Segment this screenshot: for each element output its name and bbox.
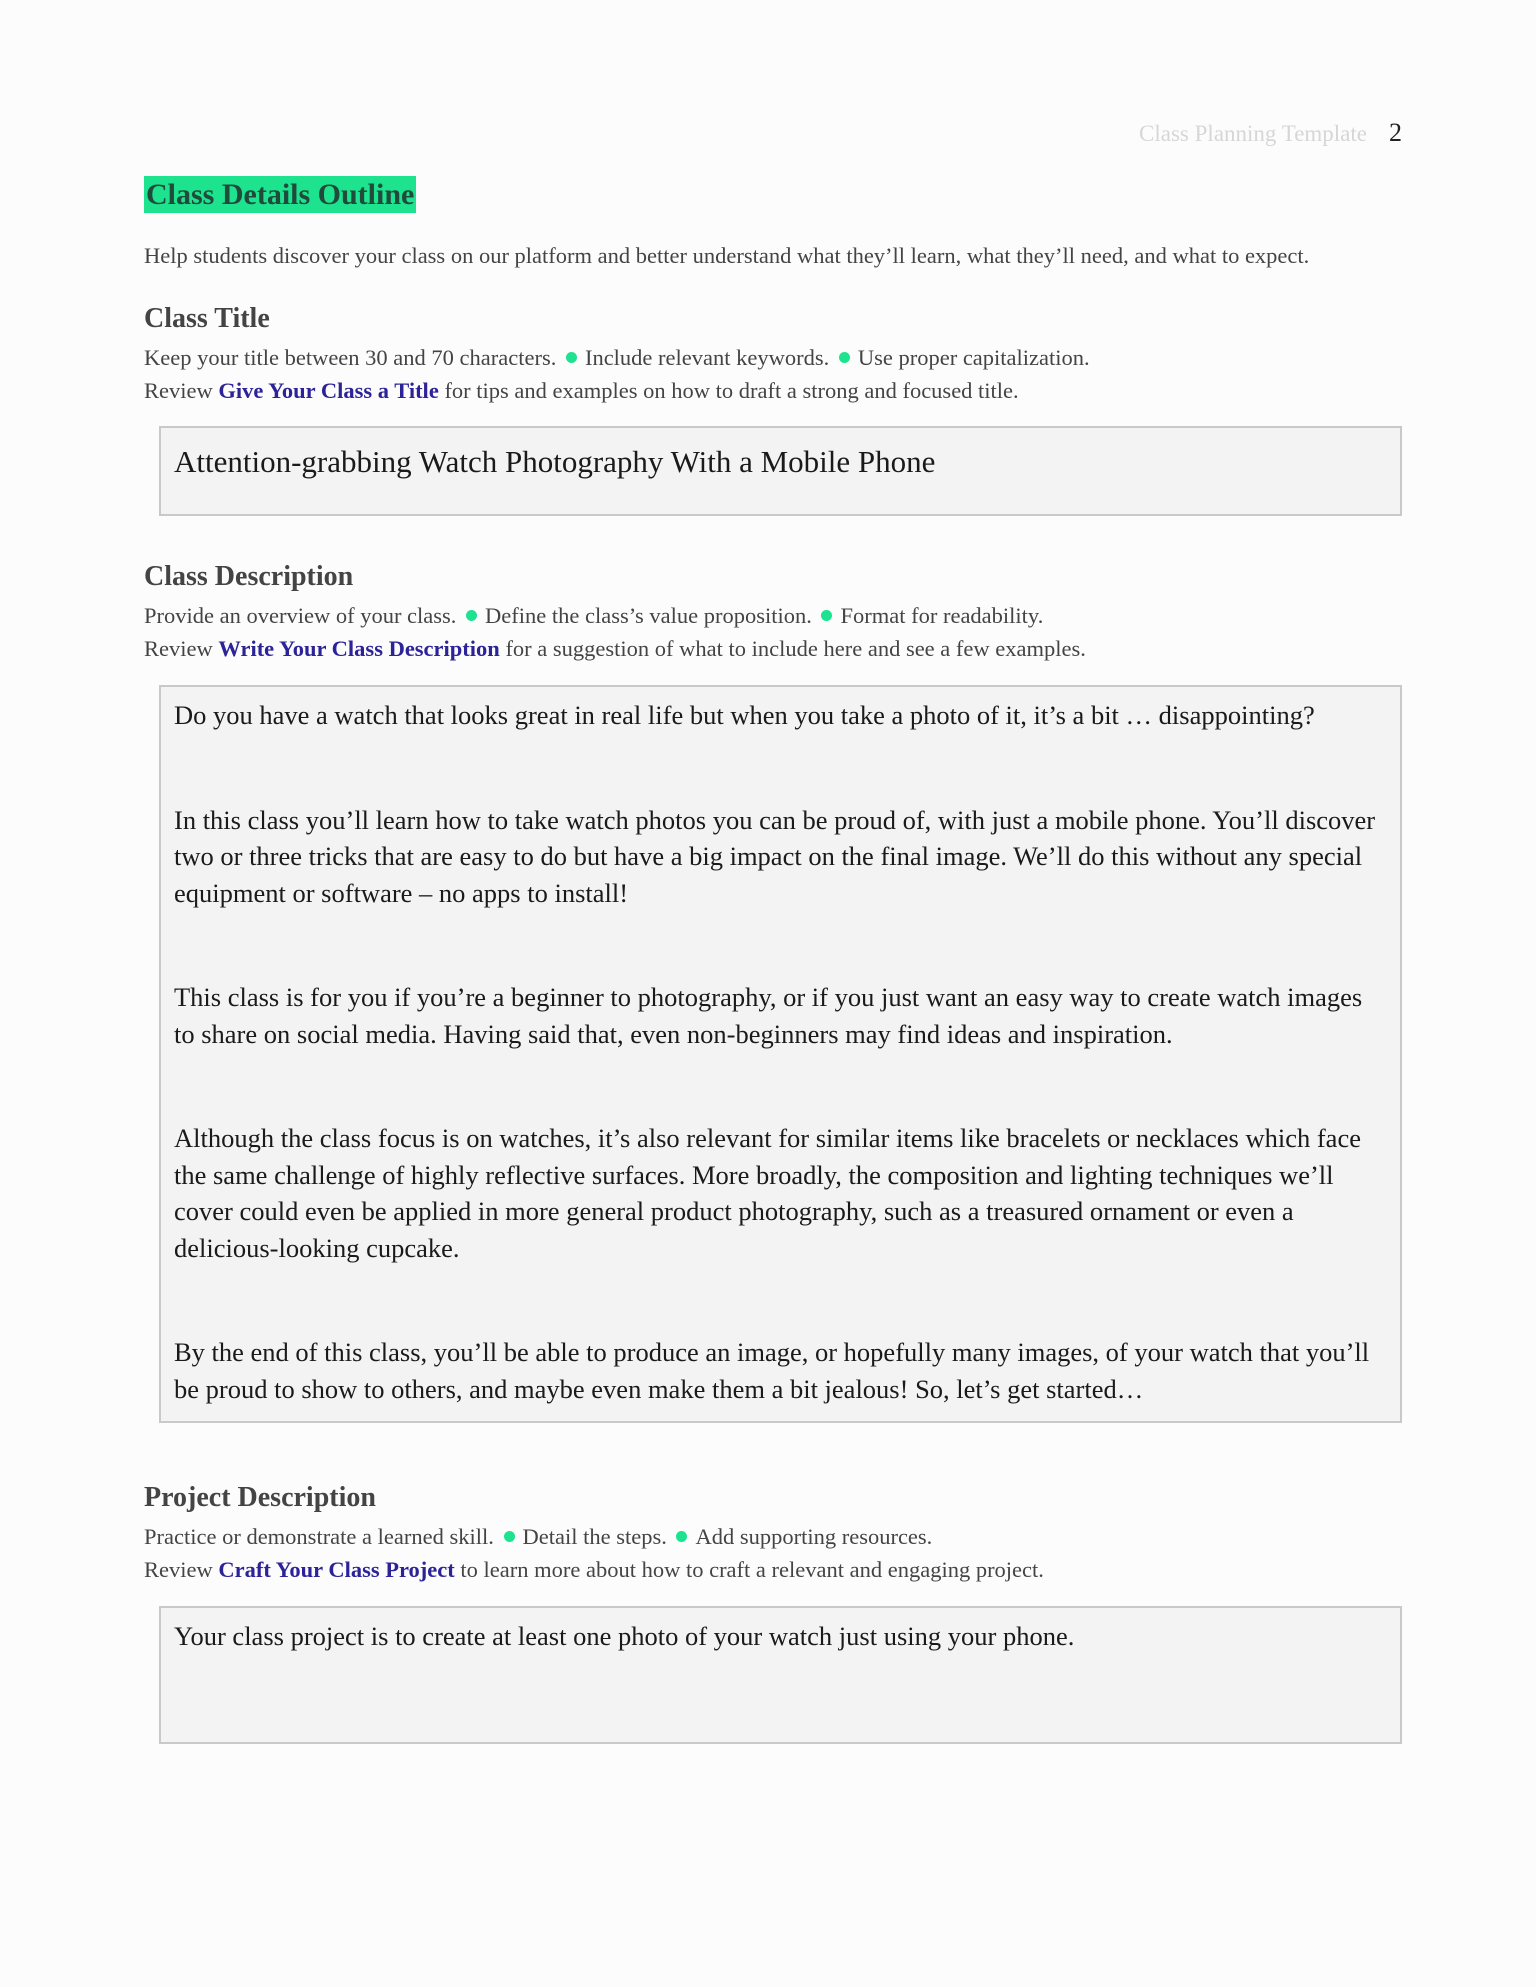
tip-text: Format for readability. <box>840 603 1044 628</box>
review-prefix: Review <box>144 636 213 661</box>
description-paragraph: Do you have a watch that looks great in real life but when you take a photo of it, it’s a bit … disappointing? <box>174 700 1315 730</box>
class-title-review <box>144 374 1404 407</box>
project-description-value: Your class project is to create at least one photo of your watch just using your phone. <box>174 1621 1075 1651</box>
tip-text: Include relevant keywords. <box>584 345 830 370</box>
bullet-dot-icon <box>839 352 850 363</box>
review-suffix: for a suggestion of what to include here and see a few examples. <box>505 636 1086 661</box>
craft-your-class-project-link[interactable]: Craft Your Class Project <box>218 1557 455 1582</box>
class-description-field[interactable] <box>159 685 1402 1423</box>
bullet-dot-icon <box>466 610 477 621</box>
tip-text: Define the class’s value proposition. <box>485 603 812 628</box>
project-description-heading: Project Description <box>144 1482 376 1513</box>
outline-intro: Help students discover your class on our platform and better understand what they’ll learn, what they’ll need, and what to expect. <box>144 243 1310 268</box>
tip-text: Detail the steps. <box>522 1524 667 1549</box>
project-description-review <box>144 1553 1404 1586</box>
outline-title: Class Details Outline <box>146 178 415 211</box>
give-your-class-a-title-link[interactable]: Give Your Class a Title <box>218 378 439 403</box>
tip-text: Provide an overview of your class. <box>144 603 457 628</box>
description-paragraph: By the end of this class, you’ll be able to produce an image, or hopefully many images, of your watch that you’ll be proud to show to others, and maybe even make them a bit jealous! So, let’s get started… <box>174 1337 1370 1404</box>
class-description-tips <box>144 599 1404 632</box>
class-title-tips <box>144 341 1404 374</box>
class-title-heading: Class Title <box>144 303 270 334</box>
description-paragraph: In this class you’ll learn how to take watch photos you can be proud of, with just a mobile phone. You’ll discover two or three tricks that are easy to do but have a big impact on the final image. We’ll do this without any special equipment or software – no apps to install! <box>174 804 1376 908</box>
class-title-field[interactable] <box>159 426 1402 516</box>
tip-text: Add supporting resources. <box>695 1524 933 1549</box>
tip-text: Use proper capitalization. <box>857 345 1090 370</box>
project-description-tips <box>144 1520 1404 1553</box>
tip-text: Practice or demonstrate a learned skill. <box>144 1524 494 1549</box>
description-paragraph: Although the class focus is on watches, it’s also relevant for similar items like bracelets or necklaces which face the same challenge of highly reflective surfaces. More broadly, the composition and lighting techniques we’ll cover could even be applied in more general product photography, such as a treasured ornament or even a delicious-looking cupcake. <box>174 1123 1361 1263</box>
class-title-value: Attention-grabbing Watch Photography With a Mobile Phone <box>174 444 936 479</box>
bullet-dot-icon <box>821 610 832 621</box>
bullet-dot-icon <box>566 352 577 363</box>
page-content <box>144 176 1404 1744</box>
page-number: 2 <box>1389 118 1402 147</box>
project-description-field[interactable] <box>159 1606 1402 1744</box>
description-paragraph: This class is for you if you’re a beginner to photography, or if you just want an easy way to create watch images to share on social media. Having said that, even non-beginners may find ideas and inspiration. <box>174 982 1363 1049</box>
bullet-dot-icon <box>504 1531 515 1542</box>
page-header <box>1139 118 1402 148</box>
review-prefix: Review <box>144 1557 213 1582</box>
review-suffix: for tips and examples on how to draft a strong and focused title. <box>444 378 1019 403</box>
review-prefix: Review <box>144 378 213 403</box>
class-description-heading: Class Description <box>144 561 354 592</box>
write-your-class-description-link[interactable]: Write Your Class Description <box>218 636 500 661</box>
bullet-dot-icon <box>676 1531 687 1542</box>
header-title: Class Planning Template <box>1139 121 1367 146</box>
class-description-review <box>144 632 1404 665</box>
review-suffix: to learn more about how to craft a relevant and engaging project. <box>460 1557 1044 1582</box>
tip-text: Keep your title between 30 and 70 characters. <box>144 345 557 370</box>
